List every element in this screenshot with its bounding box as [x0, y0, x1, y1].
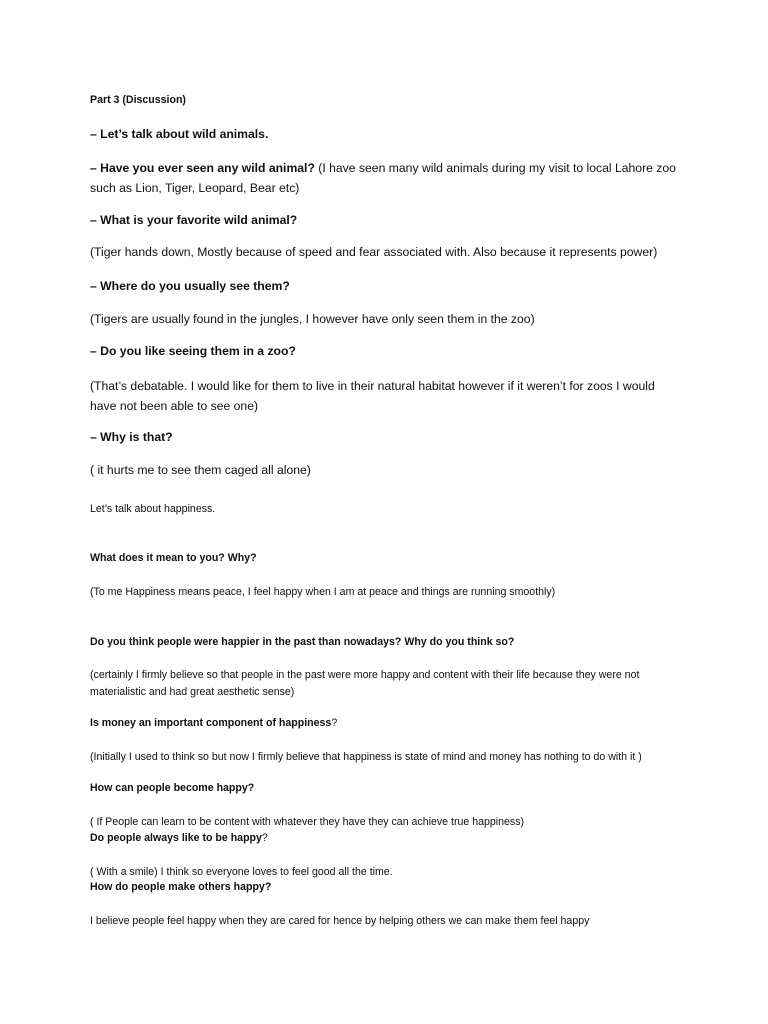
happiness-question-2: Do you think people were happier in the past than nowadays? Why do you think so? [90, 636, 515, 648]
happiness-question-5: Do people always like to be happy [90, 832, 262, 844]
wild-animals-intro: – Let’s talk about wild animals. [90, 127, 269, 141]
happiness-question-4: How can people become happy? [90, 782, 255, 794]
happiness-answer-6: I believe people feel happy when they are cared for hence by helping others we can make them feel happy [90, 915, 590, 927]
wild-animals-q1-block [90, 158, 680, 198]
happiness-question-5-mark: ? [261, 832, 268, 844]
happiness-question-1: What does it mean to you? Why? [90, 552, 257, 564]
happiness-q3-block [90, 716, 337, 730]
wild-animals-answer-5: ( it hurts me to see them caged all alone) [90, 463, 311, 477]
happiness-answer-2: (certainly I firmly believe so that people in the past were more happy and content with their life because they were not materialistic and had great aesthetic sense) [90, 669, 640, 698]
wild-animals-answer-1: (I have seen many wild animals during my visit to local Lahore zoo such as Lion, Tiger, Leopard, Bear etc) [90, 161, 676, 195]
wild-animals-question-2: – What is your favorite wild animal? [90, 213, 298, 227]
happiness-question-3-mark: ? [331, 717, 338, 729]
happiness-intro: Let’s talk about happiness. [90, 503, 216, 515]
wild-animals-answer-4: (That’s debatable. I would like for them to live in their natural habitat however if it weren’t for zoos I would have not been able to see one) [90, 379, 655, 413]
part-heading: Part 3 (Discussion) [90, 94, 186, 106]
wild-animals-question-3: – Where do you usually see them? [90, 279, 290, 293]
happiness-q5-block [90, 831, 268, 845]
happiness-answer-5: ( With a smile) I think so everyone loves to feel good all the time. [90, 866, 393, 878]
happiness-answer-1: (To me Happiness means peace, I feel happy when I am at peace and things are running smoothly) [90, 586, 556, 598]
wild-animals-question-5: – Why is that? [90, 430, 173, 444]
happiness-question-3: Is money an important component of happiness [90, 717, 332, 729]
happiness-answer-4: ( If People can learn to be content with whatever they have they can achieve true happiness) [90, 816, 525, 828]
happiness-answer-3: (Initially I used to think so but now I firmly believe that happiness is state of mind and money has nothing to do with it ) [90, 751, 642, 763]
wild-animals-answer-2: (Tiger hands down, Mostly because of speed and fear associated with. Also because it represents power) [90, 245, 658, 259]
wild-animals-question-4: – Do you like seeing them in a zoo? [90, 344, 296, 358]
happiness-question-6: How do people make others happy? [90, 881, 272, 893]
wild-animals-answer-3: (Tigers are usually found in the jungles, I however have only seen them in the zoo) [90, 312, 535, 326]
wild-animals-question-1: – Have you ever seen any wild animal? [90, 161, 315, 175]
